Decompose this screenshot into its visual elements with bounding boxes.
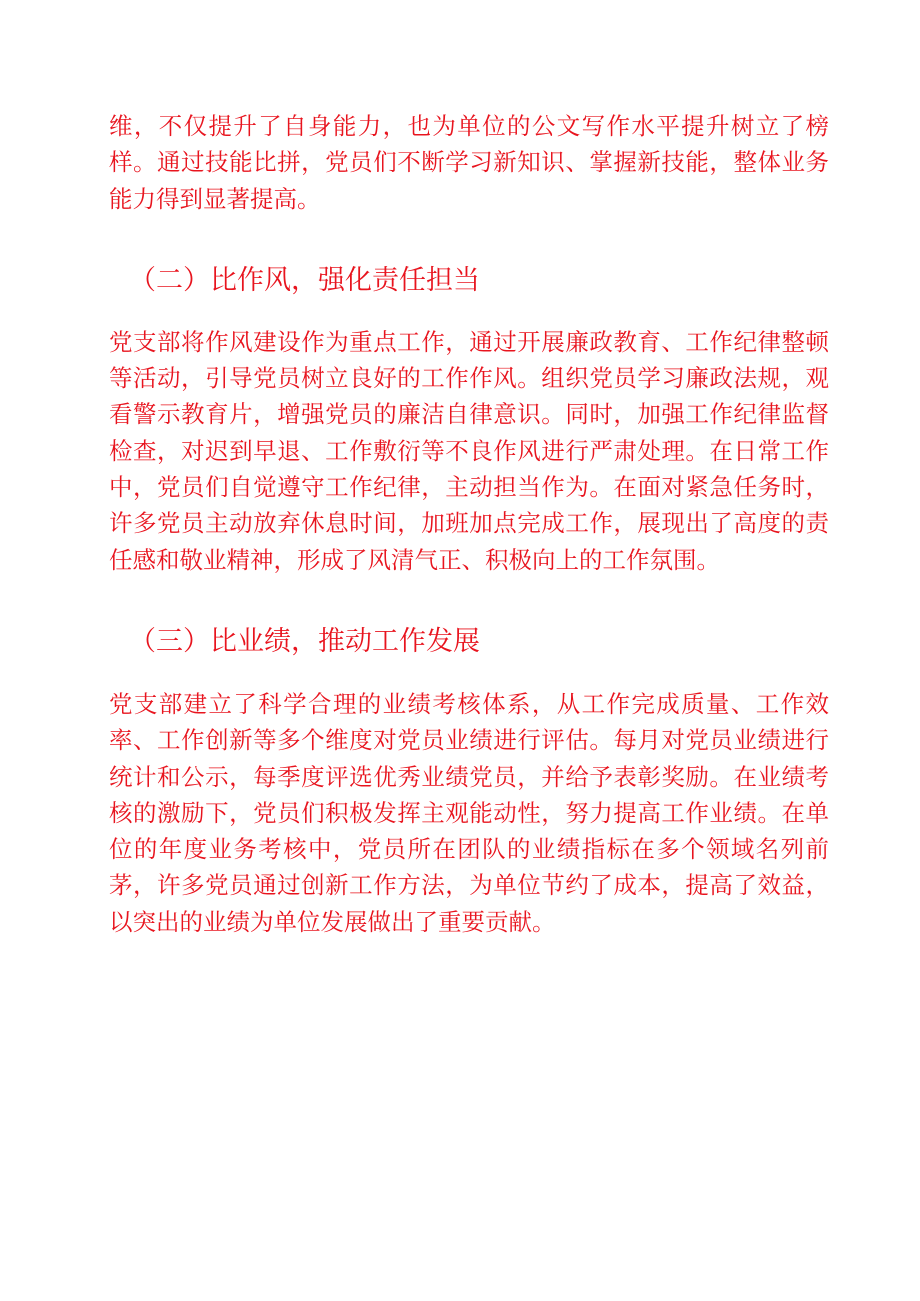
document-page bbox=[109, 108, 829, 940]
paragraph-work-style: 党支部将作风建设作为重点工作，通过开展廉政教育、工作纪律整顿等活动，引导党员树立良好的工作作风。组织党员学习廉政法规，观看警示教育片，增强党员的廉洁自律意识。同时，加强工作纪律监督检查，对迟到早退、工作敷衍等不良作风进行严肃处理。在日常工作中，党员们自觉遵守工作纪律，主动担当作为。在面对紧急任务时，许多党员主动放弃休息时间，加班加点完成工作，展现出了高度的责任感和敬业精神，形成了风清气正、积极向上的工作氛围。 bbox=[109, 327, 829, 574]
section-heading-work-style: （二）比作风，强化责任担当 bbox=[129, 264, 480, 296]
paragraph-performance: 党支部建立了科学合理的业绩考核体系，从工作完成质量、工作效率、工作创新等多个维度对党员业绩进行评估。每月对党员业绩进行统计和公示，每季度评选优秀业绩党员，并给予表彰奖励。在业绩考核的激励下，党员们积极发挥主观能动性，努力提高工作业绩。在单位的年度业务考核中，党员所在团队的业绩指标在多个领域名列前茅，许多党员通过创新工作方法，为单位节约了成本，提高了效益，以突出的业绩为单位发展做出了重要贡献。 bbox=[109, 689, 829, 936]
paragraph-skills-conclusion: 维，不仅提升了自身能力，也为单位的公文写作水平提升树立了榜样。通过技能比拼，党员们不断学习新知识、掌握新技能，整体业务能力得到显著提高。 bbox=[109, 112, 829, 213]
section-heading-performance: （三）比业绩，推动工作发展 bbox=[129, 625, 480, 657]
